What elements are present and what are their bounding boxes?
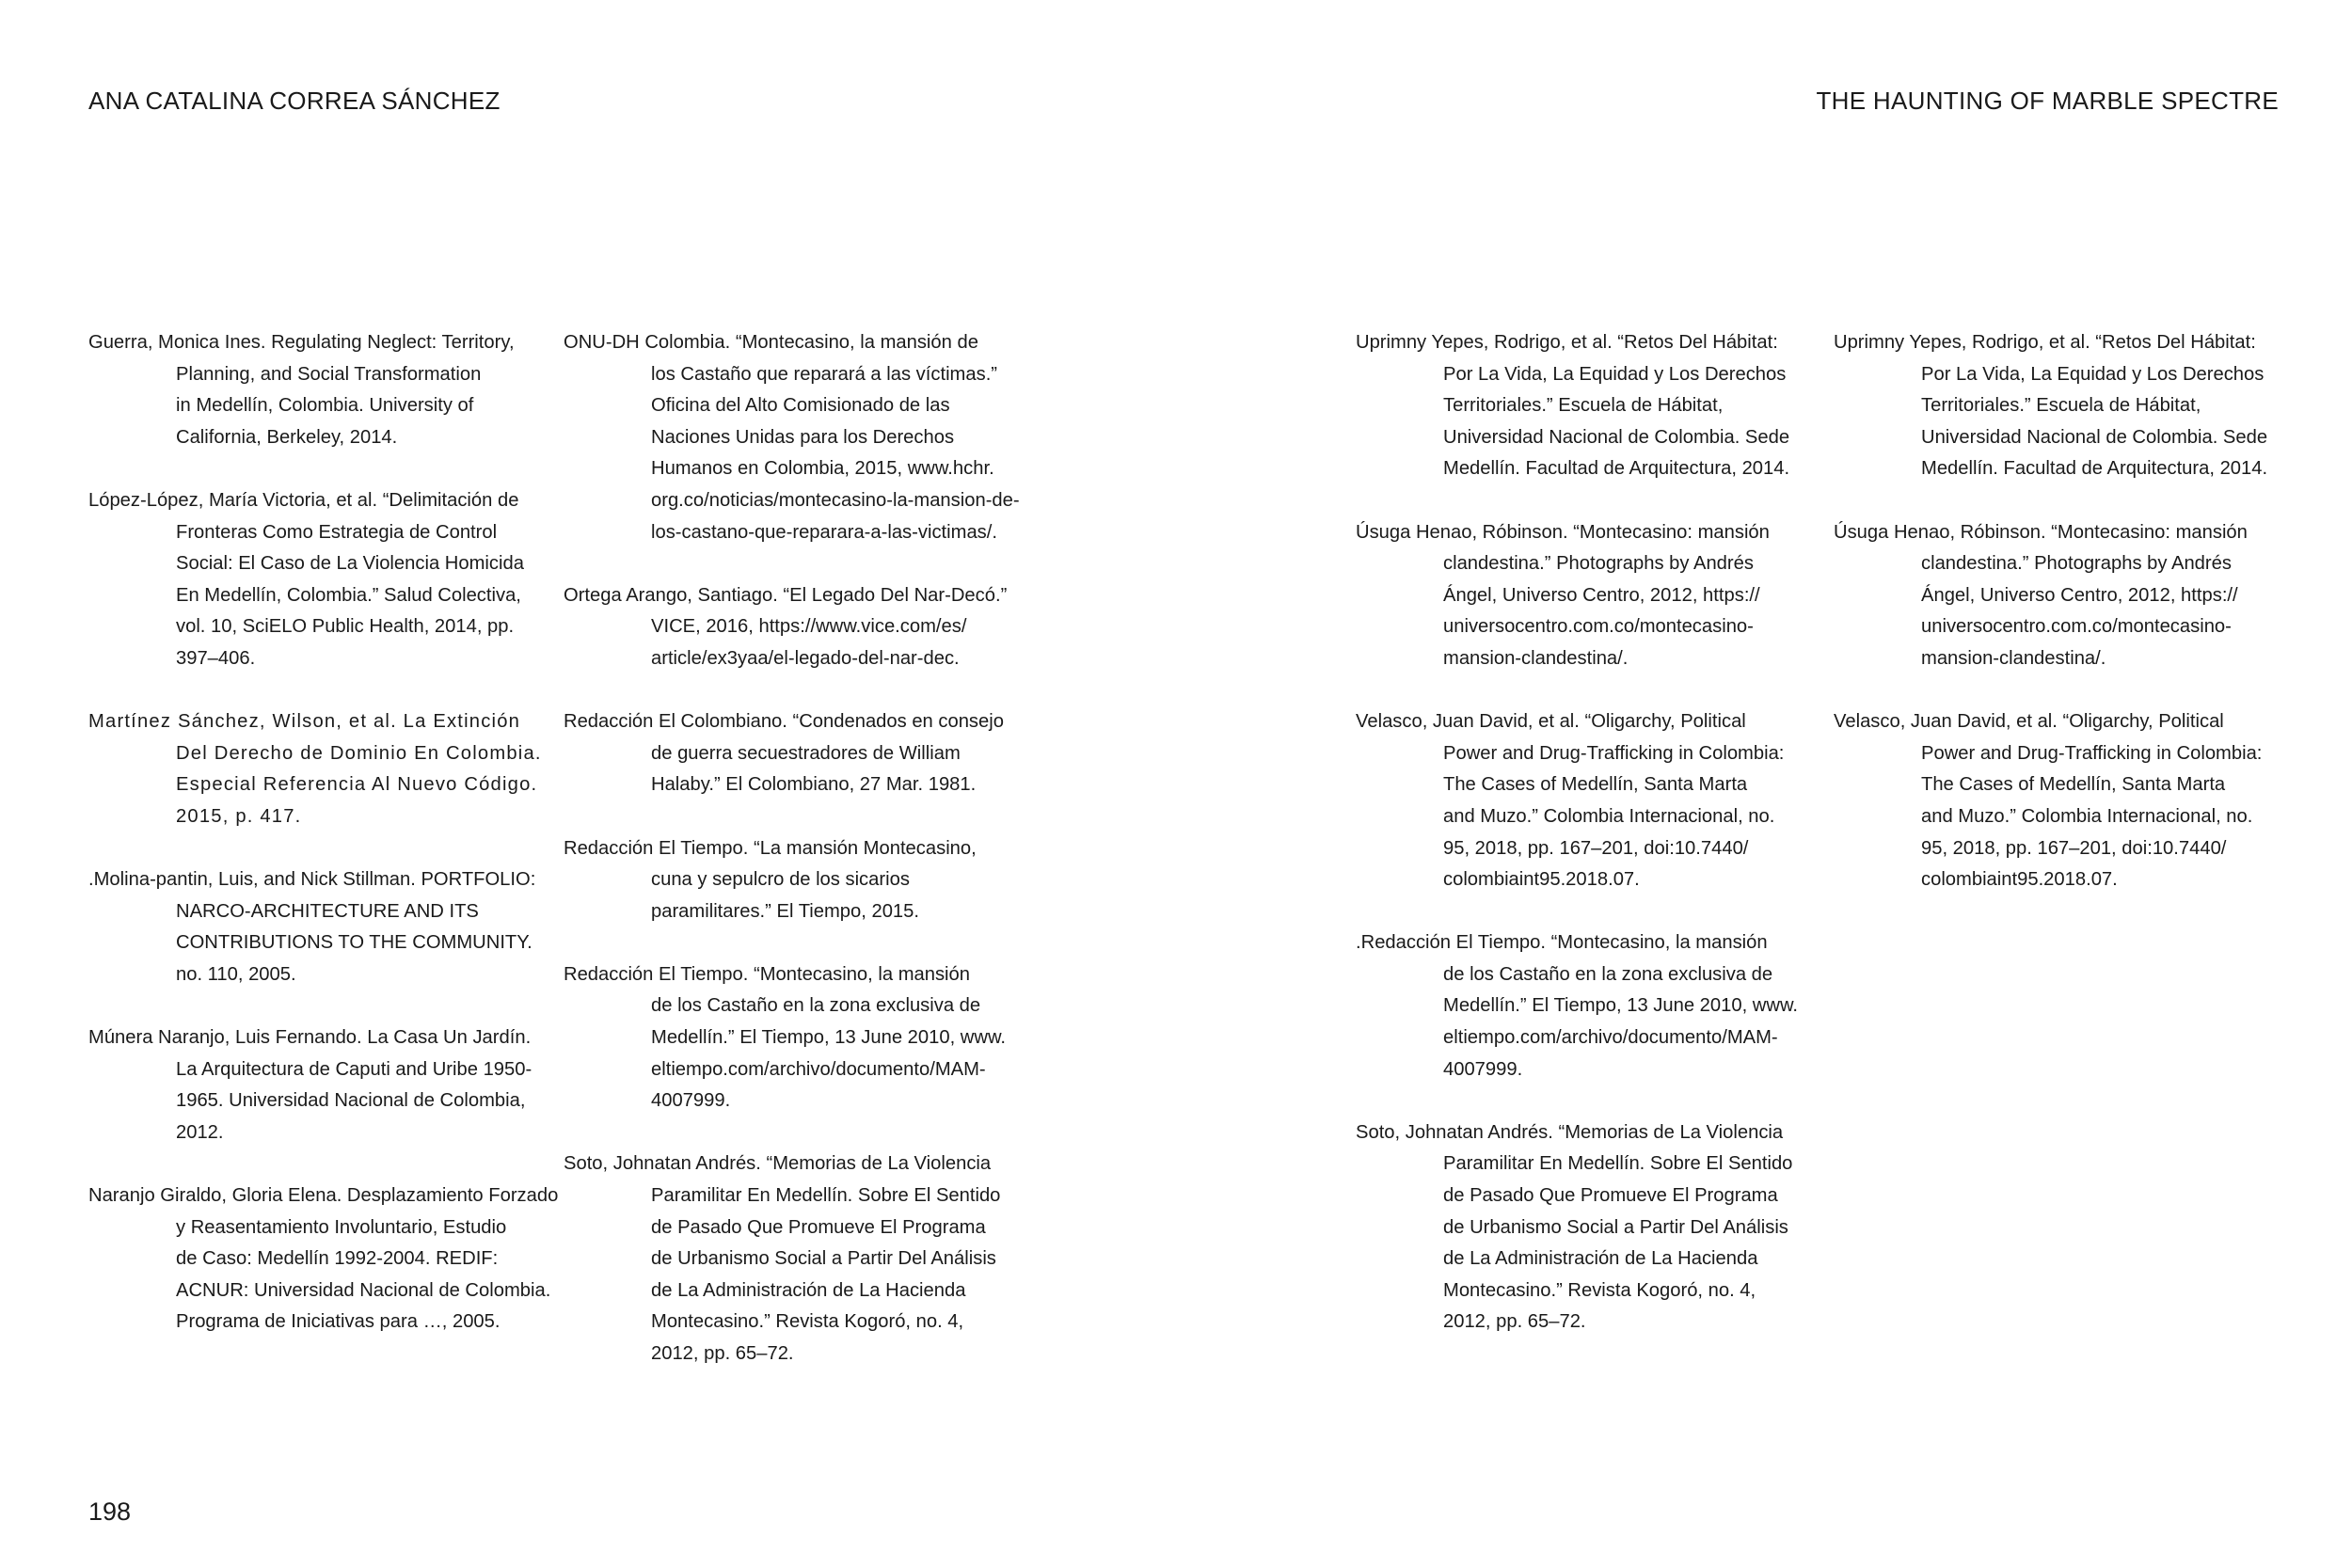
entry-line: 4007999.	[651, 1090, 731, 1112]
entry-line: Fronteras Como Estrategia de Control	[176, 521, 498, 543]
entry-line: Medellín. Facultad de Arquitectura, 2014.	[1921, 458, 2268, 480]
entry-line: Paramilitar En Medellín. Sobre El Sentido	[1443, 1153, 1793, 1175]
entry-line: Humanos en Colombia, 2015, www.hchr.	[651, 458, 994, 480]
bibliography-column-2	[564, 327, 1034, 1402]
entry-line: Especial Referencia Al Nuevo Código.	[176, 774, 538, 796]
entry-line: de La Administración de La Hacienda	[651, 1279, 966, 1301]
entry-line: Múnera Naranjo, Luis Fernando. La Casa Un Jardín.	[88, 1027, 532, 1049]
bibliography-entry	[564, 833, 1034, 928]
entry-line: Montecasino.” Revista Kogoró, no. 4,	[651, 1311, 964, 1333]
entry-line: Por La Vida, La Equidad y Los Derechos	[1443, 363, 1787, 385]
bibliography-column-1	[88, 327, 559, 1370]
entry-line: Guerra, Monica Ines. Regulating Neglect: Territory,	[88, 332, 515, 353]
entry-line: Ángel, Universo Centro, 2012, https://	[1921, 584, 2238, 606]
entry-line: CONTRIBUTIONS TO THE COMMUNITY.	[176, 932, 532, 954]
entry-line: de Pasado Que Promueve El Programa	[1443, 1185, 1778, 1207]
entry-line: los-castano-que-reparara-a-las-victimas/.	[651, 521, 997, 543]
entry-line: and Muzo.” Colombia Internacional, no.	[1443, 805, 1775, 827]
entry-line: Medellín.” El Tiempo, 13 June 2010, www.	[651, 1027, 1007, 1049]
entry-line: clandestina.” Photographs by Andrés	[1443, 553, 1754, 575]
entry-line: The Cases of Medellín, Santa Marta	[1921, 774, 2226, 796]
entry-line: Territoriales.” Escuela de Hábitat,	[1921, 395, 2201, 417]
entry-line: 2015, p. 417.	[176, 805, 302, 827]
entry-line: Redacción El Colombiano. “Condenados en consejo	[564, 711, 1004, 733]
entry-line: de Pasado Que Promueve El Programa	[651, 1216, 986, 1238]
entry-line: 95, 2018, pp. 167–201, doi:10.7440/	[1921, 837, 2227, 859]
entry-line: Naranjo Giraldo, Gloria Elena. Desplazamiento Forzado	[88, 1185, 559, 1207]
bibliography-entry	[1834, 706, 2285, 896]
entry-line: mansion-clandestina/.	[1443, 647, 1629, 669]
entry-line: Uprimny Yepes, Rodrigo, et al. “Retos Del Hábitat:	[1356, 332, 1778, 353]
bibliography-entry	[88, 1180, 559, 1338]
bibliography-column-3	[1356, 327, 1807, 1370]
entry-line: y Reasentamiento Involuntario, Estudio	[176, 1216, 507, 1238]
bibliography-entry	[1356, 927, 1807, 1085]
entry-line: Martínez Sánchez, Wilson, et al. La Extinción	[88, 711, 521, 733]
entry-line: 95, 2018, pp. 167–201, doi:10.7440/	[1443, 837, 1749, 859]
entry-line: colombiaint95.2018.07.	[1443, 869, 1640, 891]
entry-line: California, Berkeley, 2014.	[176, 426, 398, 448]
entry-line: Planning, and Social Transformation	[176, 363, 482, 385]
page-number: 198	[88, 1497, 132, 1526]
entry-line: NARCO-ARCHITECTURE AND ITS	[176, 900, 479, 922]
entry-line: .Molina-pantin, Luis, and Nick Stillman. PORTFOLIO:	[88, 869, 536, 891]
entry-line: Social: El Caso de La Violencia Homicida	[176, 553, 524, 575]
entry-line: de Urbanismo Social a Partir Del Análisis	[651, 1248, 996, 1270]
entry-line: Paramilitar En Medellín. Sobre El Sentido	[651, 1185, 1001, 1207]
entry-line: Universidad Nacional de Colombia. Sede	[1443, 426, 1790, 448]
entry-line: in Medellín, Colombia. University of	[176, 395, 474, 417]
bibliography-entry	[1356, 327, 1807, 485]
entry-line: Medellín.” El Tiempo, 13 June 2010, www.	[1443, 995, 1799, 1017]
running-head-author: ANA CATALINA CORREA SÁNCHEZ	[88, 87, 501, 115]
bibliography-entry	[1356, 1117, 1807, 1338]
entry-line: Úsuga Henao, Róbinson. “Montecasino: mansión	[1356, 521, 1770, 543]
entry-line: mansion-clandestina/.	[1921, 647, 2106, 669]
entry-line: Oficina del Alto Comisionado de las	[651, 395, 950, 417]
entry-line: Uprimny Yepes, Rodrigo, et al. “Retos Del Hábitat:	[1834, 332, 2256, 353]
bibliography-entry	[88, 864, 540, 990]
entry-line: Del Derecho de Dominio En Colombia.	[176, 742, 542, 764]
entry-line: de Caso: Medellín 1992-2004. REDIF:	[176, 1248, 499, 1270]
entry-line: Halaby.” El Colombiano, 27 Mar. 1981.	[651, 774, 977, 796]
entry-line: org.co/noticias/montecasino-la-mansion-de-	[651, 489, 1020, 511]
entry-line: 4007999.	[1443, 1058, 1523, 1080]
entry-line: los Castaño que reparará a las víctimas.”	[651, 363, 998, 385]
entry-line: de los Castaño en la zona exclusiva de	[1443, 963, 1773, 985]
entry-line: .Redacción El Tiempo. “Montecasino, la mansión	[1356, 932, 1768, 954]
entry-line: 397–406.	[176, 647, 256, 669]
bibliography-column-4	[1834, 327, 2285, 927]
running-head-title: THE HAUNTING OF MARBLE SPECTRE	[1816, 87, 2279, 115]
entry-line: The Cases of Medellín, Santa Marta	[1443, 774, 1748, 796]
entry-line: Programa de Iniciativas para …, 2005.	[176, 1311, 501, 1333]
entry-line: Power and Drug-Trafficking in Colombia:	[1443, 742, 1785, 764]
entry-line: de La Administración de La Hacienda	[1443, 1248, 1758, 1270]
entry-line: eltiempo.com/archivo/documento/MAM-	[651, 1058, 986, 1080]
entry-line: de guerra secuestradores de William	[651, 742, 961, 764]
bibliography-entry	[88, 485, 540, 675]
entry-line: Redacción El Tiempo. “Montecasino, la mansión	[564, 963, 970, 985]
bibliography-entry	[1356, 517, 1807, 675]
entry-line: clandestina.” Photographs by Andrés	[1921, 553, 2232, 575]
entry-line: Úsuga Henao, Róbinson. “Montecasino: mansión	[1834, 521, 2248, 543]
entry-line: 2012, pp. 65–72.	[1443, 1311, 1586, 1333]
entry-line: 2012, pp. 65–72.	[651, 1343, 794, 1364]
bibliography-entry	[88, 1022, 540, 1148]
bibliography-entry	[1834, 327, 2285, 485]
entry-line: Soto, Johnatan Andrés. “Memorias de La Violencia	[564, 1153, 992, 1175]
entry-line: Universidad Nacional de Colombia. Sede	[1921, 426, 2268, 448]
entry-line: universocentro.com.co/montecasino-	[1921, 616, 2232, 638]
bibliography-entry	[564, 1148, 1034, 1370]
entry-line: Power and Drug-Trafficking in Colombia:	[1921, 742, 2263, 764]
entry-line: Naciones Unidas para los Derechos	[651, 426, 955, 448]
bibliography-entry	[564, 959, 1034, 1117]
bibliography-entry	[564, 706, 1034, 801]
entry-line: ONU-DH Colombia. “Montecasino, la mansión de	[564, 332, 978, 353]
entry-line: López-López, María Victoria, et al. “Delimitación de	[88, 489, 519, 511]
entry-line: colombiaint95.2018.07.	[1921, 869, 2118, 891]
entry-line: Medellín. Facultad de Arquitectura, 2014.	[1443, 458, 1790, 480]
entry-line: vol. 10, SciELO Public Health, 2014, pp.	[176, 616, 515, 638]
entry-line: Ortega Arango, Santiago. “El Legado Del Nar-Decó.”	[564, 584, 1008, 606]
entry-line: La Arquitectura de Caputi and Uribe 1950-	[176, 1058, 532, 1080]
entry-line: Redacción El Tiempo. “La mansión Montecasino,	[564, 837, 977, 859]
bibliography-entry	[564, 327, 1034, 548]
bibliography-entry	[564, 580, 1034, 675]
bibliography-entry	[88, 327, 540, 453]
entry-line: universocentro.com.co/montecasino-	[1443, 616, 1754, 638]
entry-line: de Urbanismo Social a Partir Del Análisis	[1443, 1216, 1788, 1238]
entry-line: cuna y sepulcro de los sicarios	[651, 869, 910, 891]
entry-line: eltiempo.com/archivo/documento/MAM-	[1443, 1027, 1778, 1049]
entry-line: 2012.	[176, 1121, 224, 1143]
entry-line: de los Castaño en la zona exclusiva de	[651, 995, 981, 1017]
entry-line: En Medellín, Colombia.” Salud Colectiva,	[176, 584, 521, 606]
entry-line: Montecasino.” Revista Kogoró, no. 4,	[1443, 1279, 1756, 1301]
entry-line: ACNUR: Universidad Nacional de Colombia.	[176, 1279, 551, 1301]
entry-line: Ángel, Universo Centro, 2012, https://	[1443, 584, 1760, 606]
entry-line: article/ex3yaa/el-legado-del-nar-dec.	[651, 647, 960, 669]
bibliography-entry	[1834, 517, 2285, 675]
bibliography-entry	[1356, 706, 1807, 896]
entry-line: Velasco, Juan David, et al. “Oligarchy, Political	[1834, 711, 2224, 733]
entry-line: and Muzo.” Colombia Internacional, no.	[1921, 805, 2253, 827]
entry-line: 1965. Universidad Nacional de Colombia,	[176, 1090, 526, 1112]
bibliography-entry	[88, 706, 540, 832]
entry-line: VICE, 2016, https://www.vice.com/es/	[651, 616, 967, 638]
entry-line: Por La Vida, La Equidad y Los Derechos	[1921, 363, 2265, 385]
entry-line: Territoriales.” Escuela de Hábitat,	[1443, 395, 1724, 417]
entry-line: no. 110, 2005.	[176, 963, 296, 985]
entry-line: paramilitares.” El Tiempo, 2015.	[651, 900, 919, 922]
entry-line: Soto, Johnatan Andrés. “Memorias de La Violencia	[1356, 1121, 1784, 1143]
entry-line: Velasco, Juan David, et al. “Oligarchy, Political	[1356, 711, 1746, 733]
